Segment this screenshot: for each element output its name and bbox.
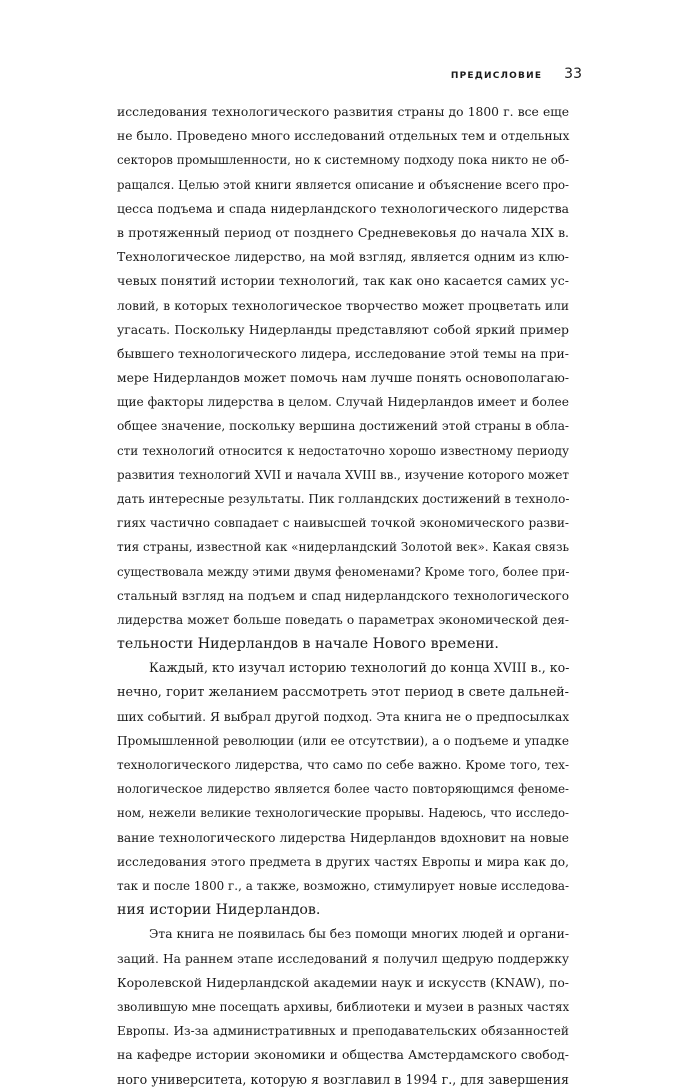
page-header <box>451 66 582 82</box>
text-line: вание технологического лидерства Нидерландов вдохновит на новые <box>117 830 569 845</box>
text-line: Эта книга не появилась бы без помощи многих людей и органи- <box>149 927 570 942</box>
text-line: так и после 1800 г., а также, возможно, стимулирует новые исследова- <box>117 879 569 893</box>
text-line: тельности Нидерландов в начале Нового времени. <box>117 636 499 653</box>
text-line: Европы. Из-за административных и преподавательских обязанностей <box>117 1024 569 1039</box>
text-line: угасать. Поскольку Нидерланды представляют собой яркий пример <box>117 321 569 337</box>
text-line: ного университета, которую я возглавил в 1994 г., для завершения <box>117 1071 569 1087</box>
text-line: ших событий. Я выбрал другой подход. Эта книга не о предпосылках <box>117 709 570 724</box>
text-line: нечно, горит желанием рассмотреть этот период в свете дальней- <box>117 684 569 700</box>
text-line: развития технологий XVII и начала XVIII вв., изучение которого может <box>117 467 569 482</box>
text-line: не было. Проведено много исследований отдельных тем и отдельных <box>117 129 570 144</box>
text-line: заций. На раннем этапе исследований я получил щедрую поддержку <box>117 951 569 966</box>
text-line: общее значение, поскольку вершина достижений этой страны в обла- <box>117 419 569 434</box>
text-line: цесса подъема и спада нидерландского технологического лидерства <box>117 201 569 216</box>
text-line: в протяженный период от позднего Средневековья до начала XIX в. <box>117 224 569 240</box>
text-line: существовала между этими двумя феноменами? Кроме того, более при- <box>117 564 570 579</box>
text-line: мере Нидерландов может помочь нам лучше понять основополагаю- <box>117 371 569 386</box>
text-line: Каждый, кто изучал историю технологий до конца XVIII в., ко- <box>149 660 570 676</box>
text-line: исследования этого предмета в других частях Европы и мира как до, <box>117 854 569 869</box>
text-line: ном, нежели великие технологические прорывы. Надеюсь, что исследо- <box>117 806 569 821</box>
text-line: нологическое лидерство является более часто повторяющимся феноме- <box>117 782 569 797</box>
text-line: зволившую мне посещать архивы, библиотеки и музеи в разных частях <box>117 999 570 1014</box>
text-line: ния истории Нидерландов. <box>117 902 321 919</box>
text-line: исследования технологического развития страны до 1800 г. все еще <box>117 105 569 119</box>
text-line: щие факторы лидерства в целом. Случай Нидерландов имеет и более <box>117 395 569 410</box>
text-line: Королевской Нидерландской академии наук и искусств (KNAW), по- <box>117 974 569 990</box>
text-line: секторов промышленности, но к системному подходу пока никто не об- <box>117 153 569 168</box>
page-number: 33 <box>564 66 582 82</box>
text-line: стальный взгляд на подъем и спад нидерландского технологического <box>117 588 569 603</box>
text-line: гиях частично совпадает с наивысшей точкой экономического разви- <box>117 516 569 531</box>
text-line: чевых понятий истории технологий, так как оно касается самих ус- <box>117 273 569 289</box>
text-line: на кафедре истории экономики и общества Амстердамского свобод- <box>117 1047 569 1063</box>
text-line: дать интересные результаты. Пик голландских достижений в техноло- <box>117 492 570 506</box>
text-line: Технологическое лидерство, на мой взгляд, является одним из клю- <box>117 249 569 265</box>
text-line: тия страны, известной как «нидерландский Золотой век». Какая связь <box>117 540 570 555</box>
text-line: Промышленной революции (или ее отсутствии), а о подъеме и упадке <box>117 733 569 748</box>
body-text <box>117 100 569 1092</box>
text-line: технологического лидерства, что само по себе важно. Кроме того, тех- <box>117 758 569 773</box>
running-head: ПРЕДИСЛОВИЕ <box>450 71 543 81</box>
text-line: бывшего технологического лидера, исследование этой темы на при- <box>117 345 569 361</box>
text-line: ловий, в которых технологическое творчество может процветать или <box>117 298 569 313</box>
text-line: сти технологий относится к недостаточно хорошо известному периоду <box>117 443 569 458</box>
text-line: ращался. Целью этой книги является описание и объяснение всего про- <box>117 177 569 192</box>
text-line: лидерства может больше поведать о параметрах экономической дея- <box>117 612 569 627</box>
